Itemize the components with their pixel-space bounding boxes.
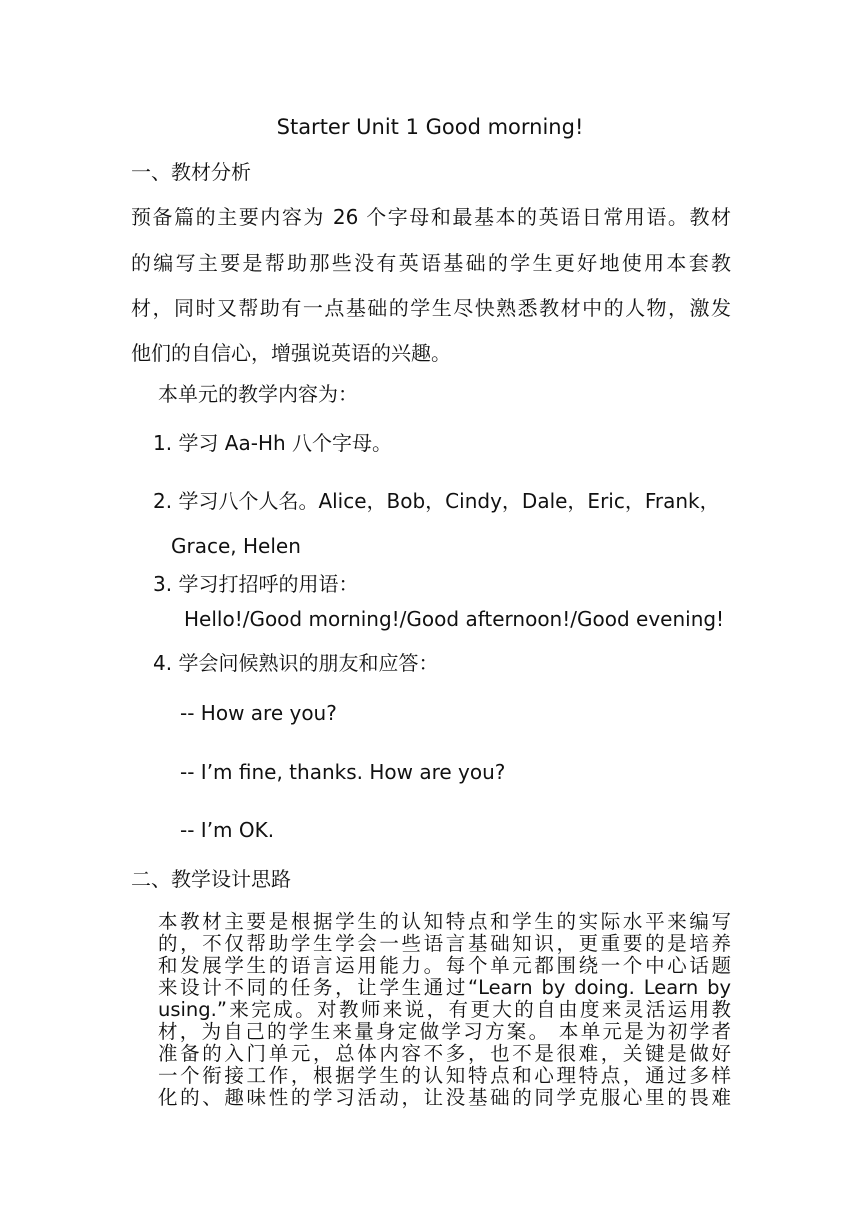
paragraph-line: using.”来完成。对教师来说，有更大的自由度来灵活运用教 — [158, 998, 731, 1021]
list-item-continuation: Grace, Helen — [171, 534, 301, 558]
paragraph-line: 化的、趣味性的学习活动，让没基础的同学克服心里的畏难 — [158, 1086, 731, 1109]
paragraph-line: 材，为自己的学生来量身定做学习方案。 本单元是为初学者 — [158, 1020, 731, 1043]
paragraph-line: 的，不仅帮助学生学会一些语言基础知识，更重要的是培养 — [158, 932, 731, 955]
greeting-phrases: Hello!/Good morning!/Good afternoon!/Good evening! — [184, 607, 725, 631]
paragraph-line: 一个衔接工作，根据学生的认知特点和心理特点，通过多样 — [158, 1064, 731, 1087]
section-heading-teaching-design: 二、教学设计思路 — [131, 867, 291, 891]
dialogue-line: -- How are you? — [180, 701, 337, 725]
paragraph-line: 来设计不同的任务，让学生通过“Learn by doing. Learn by — [158, 976, 731, 999]
list-item: 2. 学习八个人名。Alice，Bob，Cindy，Dale，Eric，Frank， — [153, 489, 720, 513]
paragraph-line: 材，同时又帮助有一点基础的学生尽快熟悉教材中的人物，激发 — [131, 296, 731, 320]
document-title: Starter Unit 1 Good morning! — [276, 115, 584, 139]
paragraph-line: 和发展学生的语言运用能力。每个单元都围绕一个中心话题 — [158, 954, 731, 977]
list-item: 4. 学会问候熟识的朋友和应答： — [153, 651, 439, 675]
paragraph-line: 本教材主要是根据学生的认知特点和学生的实际水平来编写 — [158, 910, 731, 933]
paragraph-line: 他们的自信心，增强说英语的兴趣。 — [131, 341, 451, 365]
section-heading-textbook-analysis: 一、教材分析 — [131, 160, 251, 184]
content-intro: 本单元的教学内容为： — [158, 382, 358, 406]
paragraph-line: 准备的入门单元，总体内容不多，也不是很难，关键是做好 — [158, 1042, 731, 1065]
list-item: 1. 学习 Aa-Hh 八个字母。 — [153, 431, 393, 455]
dialogue-line: -- I’m OK. — [180, 818, 275, 842]
paragraph-line: 预备篇的主要内容为 26 个字母和最基本的英语日常用语。教材 — [131, 205, 731, 229]
dialogue-line: -- I’m fine, thanks. How are you? — [180, 760, 506, 784]
list-item: 3. 学习打招呼的用语： — [153, 572, 359, 596]
paragraph-line: 的编写主要是帮助那些没有英语基础的学生更好地使用本套教 — [131, 251, 731, 275]
